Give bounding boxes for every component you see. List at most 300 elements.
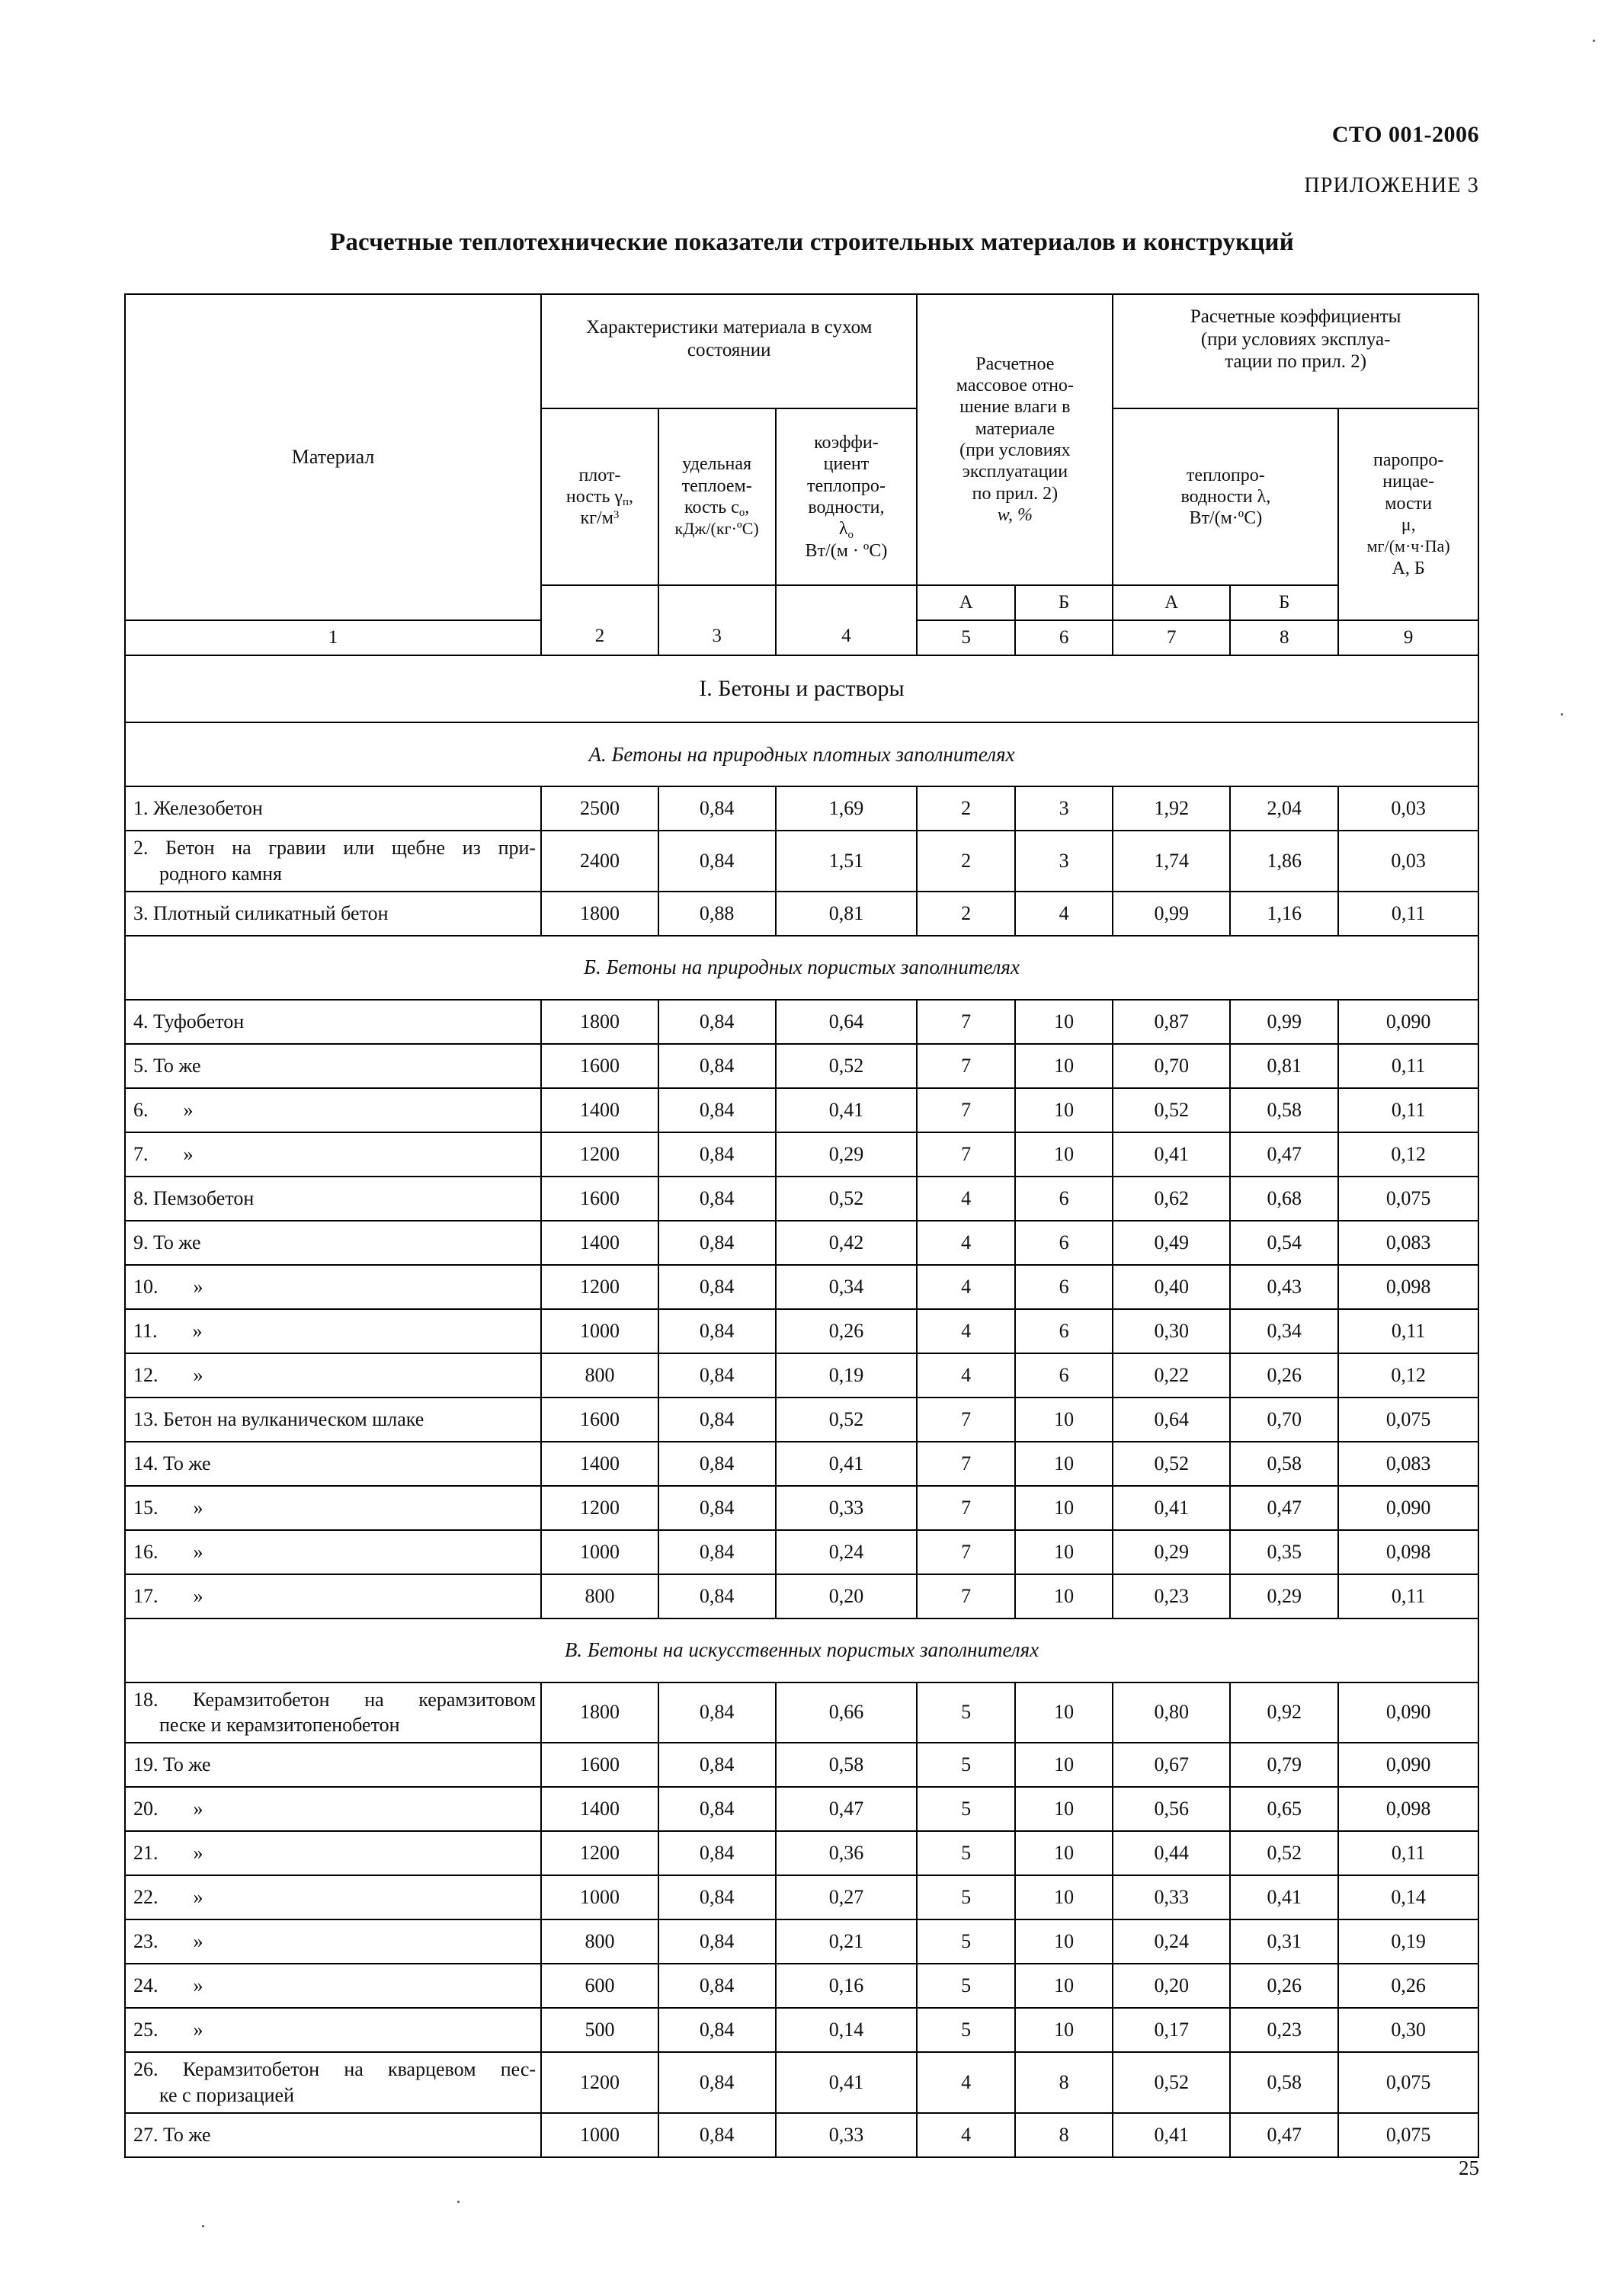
value-cell-8: 0,41	[1230, 1875, 1338, 1919]
header-col-vapor-perm	[1338, 408, 1478, 620]
table-row	[125, 892, 1478, 936]
thermal-l3: Вт/(м·ºС)	[1189, 508, 1263, 529]
value-cell-6: 10	[1015, 1875, 1113, 1919]
value-cell-4: 0,16	[776, 1964, 918, 2008]
value-cell-9: 0,26	[1338, 1964, 1478, 2008]
value-cell-6: 10	[1015, 1682, 1113, 1743]
heatcap-l3: кость c	[684, 498, 739, 517]
value-cell-3: 0,84	[658, 1964, 776, 2008]
material-cell	[125, 1875, 541, 1919]
value-cell-6: 10	[1015, 2008, 1113, 2052]
table-body	[125, 655, 1478, 2157]
colnum-6: 6	[1015, 620, 1113, 655]
scan-speck	[202, 2225, 204, 2227]
value-cell-2: 1600	[541, 1177, 658, 1221]
material-name: 23. »	[133, 1930, 203, 1953]
value-cell-3: 0,84	[658, 1682, 776, 1743]
table-row	[125, 1530, 1478, 1574]
value-cell-7: 0,44	[1113, 1831, 1230, 1875]
material-cell	[125, 1743, 541, 1787]
value-cell-5: 7	[917, 1088, 1014, 1132]
value-cell-5: 4	[917, 1177, 1014, 1221]
value-cell-7: 0,41	[1113, 1486, 1230, 1530]
material-cell	[125, 2008, 541, 2052]
value-cell-3: 0,84	[658, 1132, 776, 1177]
value-cell-9: 0,14	[1338, 1875, 1478, 1919]
header-material: Материал	[125, 294, 541, 620]
value-cell-5: 7	[917, 1132, 1014, 1177]
ditto-mark: »	[183, 1098, 194, 1121]
value-cell-7: 0,41	[1113, 2113, 1230, 2157]
material-cell	[125, 1964, 541, 2008]
value-cell-2: 1800	[541, 1682, 658, 1743]
value-cell-7: 0,49	[1113, 1221, 1230, 1265]
value-cell-7: 0,87	[1113, 1000, 1230, 1044]
material-name-cont: ке с поризацией	[159, 2083, 294, 2106]
material-cell	[125, 2113, 541, 2157]
value-cell-4: 0,42	[776, 1221, 918, 1265]
coeff-group-l3: тации по прил. 2)	[1225, 351, 1367, 372]
value-cell-4: 0,29	[776, 1132, 918, 1177]
ditto-mark: »	[193, 1930, 203, 1953]
value-cell-8: 0,23	[1230, 2008, 1338, 2052]
value-cell-3: 0,84	[658, 1265, 776, 1309]
value-cell-7: 0,52	[1113, 1088, 1230, 1132]
value-cell-4: 1,51	[776, 831, 918, 892]
value-cell-5: 5	[917, 1919, 1014, 1964]
moisture-l2: массовое отно-	[956, 376, 1074, 396]
value-cell-2: 1400	[541, 1088, 658, 1132]
value-cell-4: 0,26	[776, 1309, 918, 1353]
value-cell-9: 0,098	[1338, 1787, 1478, 1831]
value-cell-8: 0,58	[1230, 1088, 1338, 1132]
value-cell-7: 0,20	[1113, 1964, 1230, 2008]
value-cell-2: 600	[541, 1964, 658, 2008]
value-cell-6: 10	[1015, 1831, 1113, 1875]
material-name: 4. Туфобетон	[133, 1010, 245, 1033]
material-cell	[125, 1353, 541, 1398]
header-ab-a1: А	[917, 585, 1014, 620]
value-cell-5: 2	[917, 786, 1014, 831]
lambda-l6: Вт/(м · ºС)	[805, 540, 888, 561]
value-cell-5: 2	[917, 831, 1014, 892]
value-cell-4: 0,58	[776, 1743, 918, 1787]
density-sup: 3	[613, 509, 620, 522]
material-name: 1. Железобетон	[133, 797, 263, 820]
thermal-properties-table-wrapper	[124, 293, 1479, 2158]
moisture-l4: материале	[975, 418, 1055, 439]
value-cell-3: 0,84	[658, 2008, 776, 2052]
table-row	[125, 1442, 1478, 1486]
value-cell-4: 0,14	[776, 2008, 918, 2052]
value-cell-4: 0,52	[776, 1044, 918, 1088]
lambda-l3: теплопро-	[807, 475, 886, 496]
material-cell	[125, 892, 541, 936]
value-cell-4: 1,69	[776, 786, 918, 831]
lambda-l5: λ	[838, 519, 848, 539]
value-cell-8: 0,58	[1230, 1442, 1338, 1486]
value-cell-5: 5	[917, 1682, 1014, 1743]
table-subsection-header	[125, 936, 1478, 1000]
value-cell-9: 0,075	[1338, 2113, 1478, 2157]
heatcap-l2: теплоем-	[681, 475, 752, 496]
material-name: 21. »	[133, 1842, 203, 1865]
table-row	[125, 1309, 1478, 1353]
header-ab-a2: А	[1113, 585, 1230, 620]
value-cell-9: 0,075	[1338, 1177, 1478, 1221]
material-cell	[125, 1787, 541, 1831]
value-cell-3: 0,84	[658, 1743, 776, 1787]
value-cell-3: 0,84	[658, 1831, 776, 1875]
material-name-cont: песке и керамзитопенобетон	[159, 1714, 400, 1737]
density-l3: кг/м	[580, 508, 613, 529]
value-cell-8: 0,29	[1230, 1574, 1338, 1618]
value-cell-2: 1000	[541, 1875, 658, 1919]
value-cell-6: 3	[1015, 831, 1113, 892]
value-cell-7: 0,23	[1113, 1574, 1230, 1618]
material-name: 7. »	[133, 1142, 194, 1165]
material-cell	[125, 1574, 541, 1618]
value-cell-2: 1200	[541, 2052, 658, 2113]
header-col-lambda	[776, 408, 918, 585]
value-cell-6: 10	[1015, 1398, 1113, 1442]
value-cell-4: 0,41	[776, 2052, 918, 2113]
table-row	[125, 831, 1478, 892]
value-cell-6: 10	[1015, 1088, 1113, 1132]
value-cell-5: 7	[917, 1398, 1014, 1442]
value-cell-7: 0,33	[1113, 1875, 1230, 1919]
moisture-l8: w, %	[997, 504, 1033, 525]
value-cell-6: 10	[1015, 1530, 1113, 1574]
moisture-l7: по прил. 2)	[972, 483, 1059, 504]
value-cell-6: 6	[1015, 1309, 1113, 1353]
value-cell-5: 5	[917, 1743, 1014, 1787]
value-cell-6: 10	[1015, 1574, 1113, 1618]
value-cell-4: 0,24	[776, 1530, 918, 1574]
value-cell-8: 1,86	[1230, 831, 1338, 892]
value-cell-9: 0,098	[1338, 1265, 1478, 1309]
value-cell-5: 4	[917, 2052, 1014, 2113]
value-cell-3: 0,84	[658, 2052, 776, 2113]
heatcap-sub: о	[738, 507, 745, 520]
value-cell-5: 2	[917, 892, 1014, 936]
value-cell-5: 4	[917, 1309, 1014, 1353]
value-cell-6: 6	[1015, 1177, 1113, 1221]
value-cell-2: 800	[541, 1353, 658, 1398]
value-cell-5: 5	[917, 2008, 1014, 2052]
value-cell-8: 0,92	[1230, 1682, 1338, 1743]
table-subsection-header	[125, 1618, 1478, 1682]
value-cell-8: 0,54	[1230, 1221, 1338, 1265]
colnum-9: 9	[1338, 620, 1478, 655]
value-cell-7: 0,41	[1113, 1132, 1230, 1177]
vapor-l1: паропро-	[1373, 450, 1444, 471]
header-ab-b1: Б	[1015, 585, 1113, 620]
value-cell-2: 1800	[541, 1000, 658, 1044]
table-row	[125, 1044, 1478, 1088]
value-cell-6: 10	[1015, 1486, 1113, 1530]
value-cell-4: 0,33	[776, 1486, 918, 1530]
table-head	[125, 294, 1478, 655]
table-row	[125, 1398, 1478, 1442]
value-cell-3: 0,84	[658, 1221, 776, 1265]
table-row	[125, 2113, 1478, 2157]
value-cell-8: 0,34	[1230, 1309, 1338, 1353]
table-row	[125, 1088, 1478, 1132]
value-cell-8: 0,47	[1230, 2113, 1338, 2157]
ditto-mark: »	[193, 1363, 203, 1386]
value-cell-9: 0,090	[1338, 1743, 1478, 1787]
material-name: 18. Керамзитобетон на керамзитовом	[133, 1688, 537, 1711]
value-cell-9: 0,083	[1338, 1442, 1478, 1486]
value-cell-7: 0,52	[1113, 2052, 1230, 2113]
ditto-mark: »	[193, 1886, 203, 1909]
ditto-mark: »	[193, 1540, 203, 1563]
value-cell-9: 0,19	[1338, 1919, 1478, 1964]
table-subsection-header	[125, 722, 1478, 786]
document-id: СТО 001-2006	[1331, 122, 1479, 147]
value-cell-7: 0,40	[1113, 1265, 1230, 1309]
value-cell-8: 0,70	[1230, 1398, 1338, 1442]
value-cell-8: 2,04	[1230, 786, 1338, 831]
value-cell-9: 0,03	[1338, 786, 1478, 831]
value-cell-3: 0,84	[658, 831, 776, 892]
table-row	[125, 1964, 1478, 2008]
value-cell-3: 0,84	[658, 1353, 776, 1398]
value-cell-9: 0,083	[1338, 1221, 1478, 1265]
table-row	[125, 786, 1478, 831]
value-cell-2: 1600	[541, 1044, 658, 1088]
value-cell-3: 0,84	[658, 1530, 776, 1574]
material-name: 24. »	[133, 1974, 203, 1997]
material-name: 10. »	[133, 1275, 203, 1298]
value-cell-8: 0,26	[1230, 1353, 1338, 1398]
value-cell-8: 1,16	[1230, 892, 1338, 936]
value-cell-2: 1200	[541, 1265, 658, 1309]
value-cell-8: 0,79	[1230, 1743, 1338, 1787]
material-name: 5. То же	[133, 1054, 201, 1077]
value-cell-3: 0,84	[658, 1398, 776, 1442]
table-row	[125, 2052, 1478, 2113]
value-cell-4: 0,36	[776, 1831, 918, 1875]
value-cell-7: 0,64	[1113, 1398, 1230, 1442]
value-cell-8: 0,68	[1230, 1177, 1338, 1221]
value-cell-9: 0,30	[1338, 2008, 1478, 2052]
coeff-group-l1: Расчетные коэффициенты	[1190, 306, 1401, 327]
material-cell	[125, 1486, 541, 1530]
ditto-mark: »	[193, 1798, 203, 1820]
value-cell-8: 0,81	[1230, 1044, 1338, 1088]
value-cell-9: 0,11	[1338, 1574, 1478, 1618]
material-name: 27. То же	[133, 2123, 211, 2146]
material-name: 2. Бетон на гравии или щебне из при-	[133, 837, 537, 859]
value-cell-6: 3	[1015, 786, 1113, 831]
value-cell-6: 6	[1015, 1265, 1113, 1309]
value-cell-8: 0,43	[1230, 1265, 1338, 1309]
moisture-l3: шение влаги в	[959, 397, 1071, 418]
material-cell	[125, 1682, 541, 1743]
value-cell-4: 0,21	[776, 1919, 918, 1964]
value-cell-2: 1600	[541, 1743, 658, 1787]
ditto-mark: »	[193, 2019, 203, 2041]
value-cell-8: 0,52	[1230, 1831, 1338, 1875]
ditto-mark: »	[193, 1584, 203, 1607]
spacer-lambda: 4	[776, 585, 918, 655]
value-cell-8: 0,65	[1230, 1787, 1338, 1831]
spacer-heatcap: 3	[658, 585, 776, 655]
value-cell-2: 1600	[541, 1398, 658, 1442]
table-row	[125, 2008, 1478, 2052]
value-cell-3: 0,84	[658, 1442, 776, 1486]
value-cell-5: 5	[917, 1964, 1014, 2008]
value-cell-9: 0,11	[1338, 892, 1478, 936]
material-cell	[125, 1132, 541, 1177]
header-ab-b2: Б	[1230, 585, 1338, 620]
ditto-mark: »	[183, 1142, 194, 1165]
value-cell-4: 0,34	[776, 1265, 918, 1309]
value-cell-3: 0,84	[658, 1875, 776, 1919]
value-cell-3: 0,84	[658, 1177, 776, 1221]
value-cell-3: 0,84	[658, 1787, 776, 1831]
colnum-5: 5	[917, 620, 1014, 655]
ditto-mark: »	[193, 1842, 203, 1865]
value-cell-3: 0,84	[658, 1088, 776, 1132]
value-cell-9: 0,11	[1338, 1831, 1478, 1875]
value-cell-6: 10	[1015, 1044, 1113, 1088]
material-name: 17. »	[133, 1584, 203, 1607]
value-cell-3: 0,84	[658, 1309, 776, 1353]
value-cell-4: 0,64	[776, 1000, 918, 1044]
value-cell-3: 0,84	[658, 1044, 776, 1088]
table-row	[125, 1743, 1478, 1787]
table-row	[125, 1919, 1478, 1964]
value-cell-6: 6	[1015, 1353, 1113, 1398]
material-name: 13. Бетон на вулканическом шлаке	[133, 1407, 424, 1430]
vapor-l3: мости	[1385, 493, 1433, 514]
ditto-mark: »	[193, 1496, 203, 1519]
table-row	[125, 1221, 1478, 1265]
material-name: 26. Керамзитобетон на кварцевом пес-	[133, 2058, 537, 2081]
header-row-groups	[125, 294, 1478, 408]
value-cell-9: 0,075	[1338, 1398, 1478, 1442]
value-cell-6: 10	[1015, 1787, 1113, 1831]
value-cell-7: 0,62	[1113, 1177, 1230, 1221]
header-col-thermal-cond	[1113, 408, 1338, 585]
value-cell-5: 7	[917, 1574, 1014, 1618]
value-cell-8: 0,31	[1230, 1919, 1338, 1964]
material-cell	[125, 1000, 541, 1044]
value-cell-7: 0,52	[1113, 1442, 1230, 1486]
value-cell-9: 0,11	[1338, 1044, 1478, 1088]
table-row	[125, 1265, 1478, 1309]
value-cell-2: 1000	[541, 2113, 658, 2157]
value-cell-6: 10	[1015, 1964, 1113, 2008]
value-cell-5: 7	[917, 1442, 1014, 1486]
value-cell-7: 0,22	[1113, 1353, 1230, 1398]
material-cell	[125, 2052, 541, 2113]
value-cell-5: 4	[917, 1221, 1014, 1265]
thermal-l2: водности λ,	[1180, 486, 1271, 507]
value-cell-5: 4	[917, 1353, 1014, 1398]
value-cell-8: 0,58	[1230, 2052, 1338, 2113]
value-cell-7: 0,80	[1113, 1682, 1230, 1743]
value-cell-3: 0,88	[658, 892, 776, 936]
value-cell-5: 5	[917, 1831, 1014, 1875]
moisture-l5: (при условиях	[959, 440, 1071, 460]
table-row	[125, 1875, 1478, 1919]
page-number: 25	[1459, 2156, 1479, 2179]
value-cell-6: 10	[1015, 1442, 1113, 1486]
value-cell-9: 0,090	[1338, 1000, 1478, 1044]
scan-speck	[457, 2201, 460, 2203]
table-row	[125, 1177, 1478, 1221]
value-cell-9: 0,075	[1338, 2052, 1478, 2113]
value-cell-2: 1000	[541, 1530, 658, 1574]
value-cell-3: 0,84	[658, 1486, 776, 1530]
appendix-label: ПРИЛОЖЕНИЕ 3	[1304, 174, 1479, 197]
table-row	[125, 1486, 1478, 1530]
subsection-label: В. Бетоны на искусственных пористых заполнителях	[125, 1618, 1478, 1682]
table-row	[125, 1787, 1478, 1831]
value-cell-7: 0,30	[1113, 1309, 1230, 1353]
value-cell-5: 4	[917, 2113, 1014, 2157]
value-cell-5: 4	[917, 1265, 1014, 1309]
value-cell-2: 1200	[541, 1486, 658, 1530]
thermal-l1: теплопро-	[1186, 465, 1265, 485]
value-cell-2: 1400	[541, 1442, 658, 1486]
moisture-l6: эксплуатации	[962, 462, 1068, 482]
material-name: 22. »	[133, 1886, 203, 1909]
value-cell-6: 4	[1015, 892, 1113, 936]
ditto-mark: »	[193, 1275, 203, 1298]
value-cell-7: 1,92	[1113, 786, 1230, 831]
value-cell-8: 0,99	[1230, 1000, 1338, 1044]
scan-speck	[1561, 713, 1563, 716]
value-cell-7: 0,70	[1113, 1044, 1230, 1088]
material-cell	[125, 831, 541, 892]
coeff-group-l2: (при условиях эксплуа-	[1200, 328, 1391, 350]
table-row	[125, 1682, 1478, 1743]
material-cell	[125, 1309, 541, 1353]
value-cell-4: 0,52	[776, 1398, 918, 1442]
table-row	[125, 1353, 1478, 1398]
value-cell-5: 7	[917, 1486, 1014, 1530]
scan-speck	[1593, 40, 1595, 42]
value-cell-4: 0,20	[776, 1574, 918, 1618]
material-cell	[125, 1919, 541, 1964]
vapor-l5: мг/(м·ч·Па)	[1366, 536, 1450, 556]
lambda-l1: коэффи-	[814, 433, 879, 453]
value-cell-9: 0,11	[1338, 1309, 1478, 1353]
vapor-ab: А, Б	[1392, 558, 1425, 578]
material-cell	[125, 1044, 541, 1088]
value-cell-3: 0,84	[658, 786, 776, 831]
moisture-l1: Расчетное	[975, 354, 1055, 374]
material-cell	[125, 1177, 541, 1221]
lambda-l4: водности,	[808, 498, 885, 517]
value-cell-5: 5	[917, 1787, 1014, 1831]
value-cell-4: 0,47	[776, 1787, 918, 1831]
value-cell-5: 7	[917, 1530, 1014, 1574]
heatcap-l4: кДж/(кг·ºС)	[674, 519, 759, 539]
value-cell-4: 0,19	[776, 1353, 918, 1398]
value-cell-8: 0,35	[1230, 1530, 1338, 1574]
density-l2: ность γ	[565, 486, 623, 507]
value-cell-6: 8	[1015, 2052, 1113, 2113]
value-cell-6: 10	[1015, 1132, 1113, 1177]
value-cell-5: 5	[917, 1875, 1014, 1919]
value-cell-2: 1200	[541, 1831, 658, 1875]
